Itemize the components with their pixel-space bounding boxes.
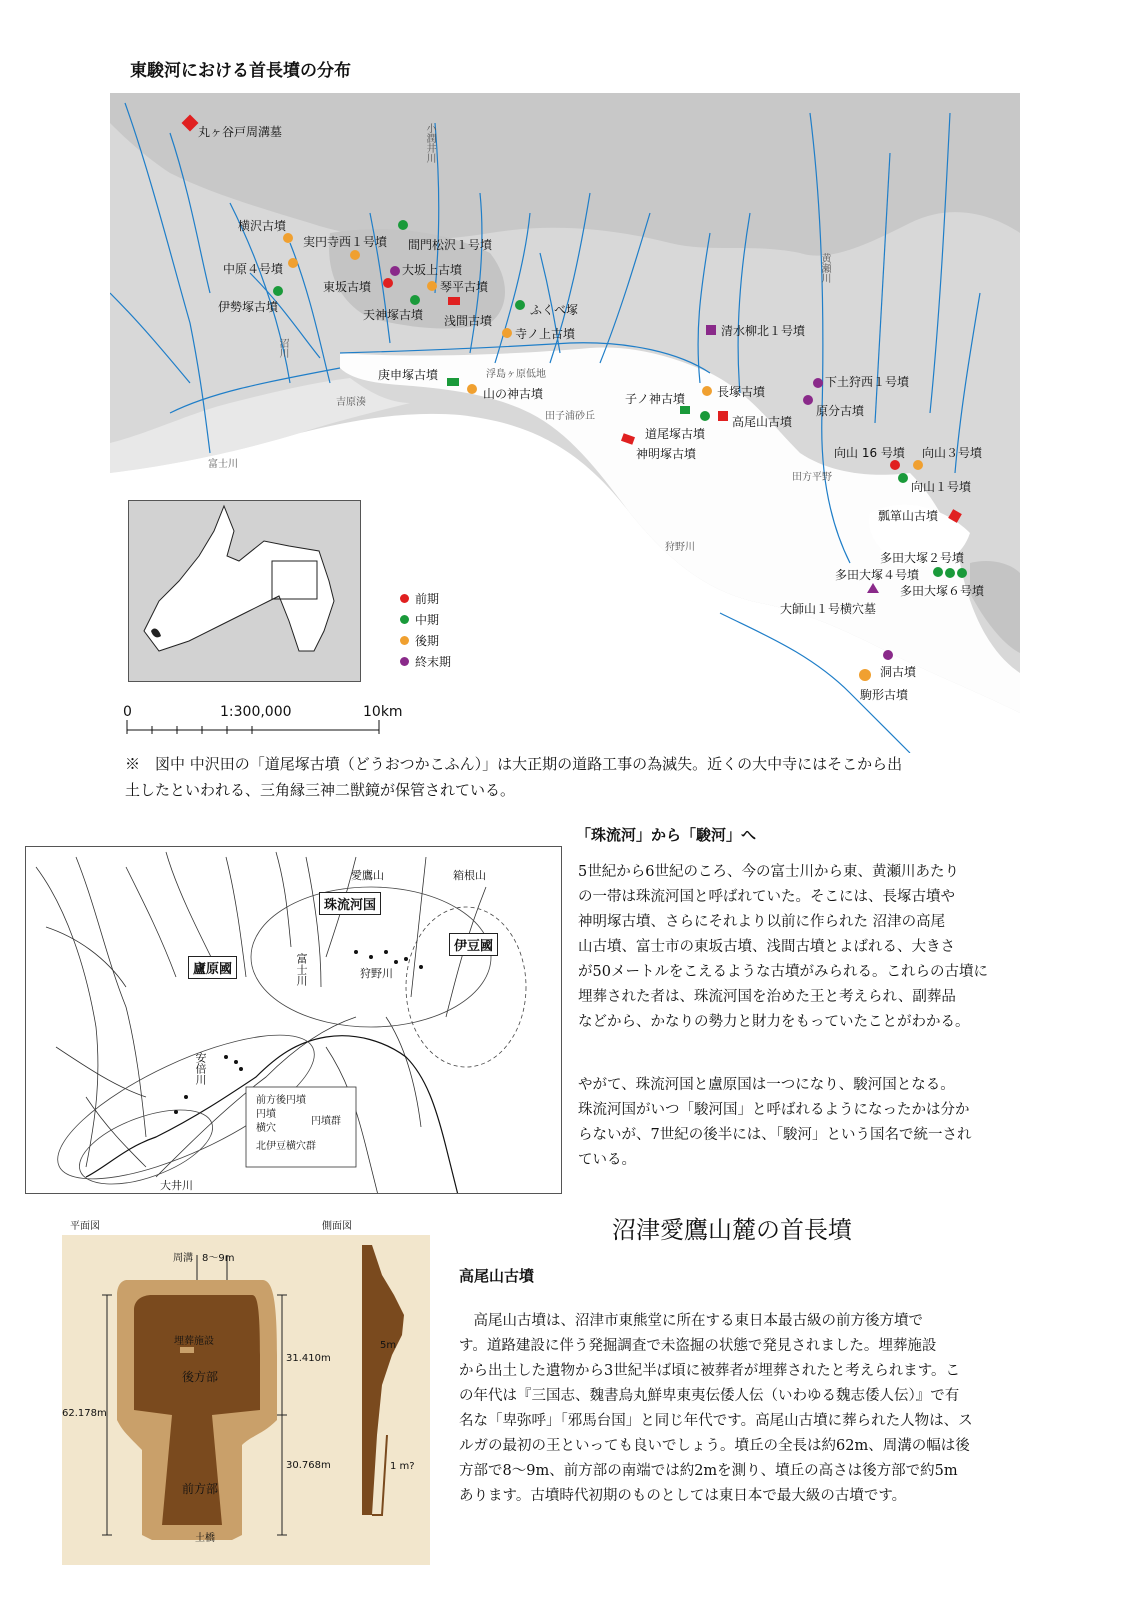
scale-bar <box>123 706 423 746</box>
kofun-height-5m: 5m <box>380 1340 397 1351</box>
label-yamanokami: 山の神古墳 <box>483 387 544 401</box>
legend-item-middle: 中期 <box>400 609 451 630</box>
marker-tagaotsuka2 <box>933 567 943 577</box>
kofun-drawing <box>62 1235 430 1565</box>
marker-mamatsuzawa <box>398 220 408 230</box>
note-line-2: 土したといわれる、三角縁三神二獣鏡が保管されている。 <box>125 781 516 799</box>
marker-shinmeizuka <box>621 433 635 445</box>
marker-higashisaka <box>383 278 393 288</box>
marker-osakaue <box>390 266 400 276</box>
section2-paragraph-2: やがて、珠流河国と盧原国は一つになり、駿河国となる。 珠流河国がいつ「駿河国」と呼ばれるようになったかは分か らないが、7世紀の後半には、「駿河」という国名で統一され ている。 <box>578 1077 972 1168</box>
marker-mukaiyama16 <box>890 460 900 470</box>
legend-item-terminal: 終末期 <box>400 651 451 672</box>
legend-dot-green <box>400 615 409 624</box>
kofun-moat-label: 周溝 <box>173 1253 193 1264</box>
fig2-kano-river: 狩野川 <box>360 967 393 980</box>
kofun-plan-label: 平面図 <box>70 1221 100 1232</box>
label-kotohira: 琴平古墳 <box>440 280 489 294</box>
fig2-legend-kitaizu: 北伊豆横穴群 <box>256 1141 316 1152</box>
marker-hora <box>883 650 893 660</box>
province-map <box>25 846 562 1194</box>
legend-item-early: 前期 <box>400 588 451 609</box>
fig2-legend-enfun: 円墳 <box>256 1109 276 1120</box>
marker-mukaiyama3 <box>913 460 923 470</box>
label-hisagoyama: 瓢箪山古墳 <box>878 509 939 523</box>
label-mamatsuzawa: 間門松沢１号墳 <box>408 238 493 252</box>
scale-zero: 0 <box>123 704 132 720</box>
fig2-abe-river: 安倍川 <box>194 1052 207 1085</box>
map-note <box>125 751 1025 803</box>
label-marugayato: 丸ヶ谷戸周溝墓 <box>198 125 283 139</box>
map-title: 東駿河における首長墳の分布 <box>130 61 351 81</box>
marker-nakahara <box>288 258 298 268</box>
kofun-front-length: 30.768m <box>286 1460 331 1471</box>
kofun-rear-label: 後方部 <box>182 1370 219 1384</box>
inset-map <box>128 500 361 682</box>
legend-dot-orange <box>400 636 409 645</box>
marker-tenjinzuka <box>410 295 420 305</box>
marker-jitsuenji <box>350 250 360 260</box>
label-daishiyama: 大師山１号横穴墓 <box>780 602 877 616</box>
label-komagata: 駒形古墳 <box>860 688 909 702</box>
kofun-bridge-label: 土橋 <box>195 1533 215 1544</box>
label-tagaotsuka4: 多田大塚４号墳 <box>835 568 920 582</box>
label-nakahara: 中原４号墳 <box>223 262 284 276</box>
label-tagaotsuka2: 多田大塚２号墳 <box>880 551 965 565</box>
label-nagatsuka: 長塚古墳 <box>717 385 766 399</box>
label-kogawa: 小潤井川 <box>424 123 435 163</box>
marker-tagaotsuka4 <box>945 568 955 578</box>
label-higashisaka: 東坂古墳 <box>323 280 372 294</box>
marker-sengen <box>448 297 460 305</box>
marker-marugayato <box>182 115 199 132</box>
label-kise-river: 黄瀬川 <box>819 253 830 283</box>
fig2-suruga-province: 珠流河国 <box>319 892 381 915</box>
label-nenokami: 子ノ神古墳 <box>625 392 686 406</box>
marker-yokosawa <box>283 233 293 243</box>
marker-daishiyama <box>867 583 879 593</box>
label-mukaiyama16: 向山 16 号墳 <box>834 446 905 460</box>
section2-paragraph-1: 5世紀から6世紀のころ、今の富士川から東、黄瀬川あたり の一帯は珠流河国と呼ばれていた。そこには、長塚古墳や 神明塚古墳、さらにそれより以前に作られた 沼津の高尾 山古墳、富士市の東坂古墳、浅間古墳とよばれる、大きさ が50メートルをこえるような古墳がみられる。これらの古墳に 埋葬された者は、珠流河国を治めた王と考えられ、副葬品 などから、かなりの勢力と財力をもっていたことがわかる。 <box>578 864 988 1030</box>
fig2-hakone: 箱根山 <box>453 869 486 882</box>
label-fukubezuka: ふくべ塚 <box>530 303 579 317</box>
marker-isezuka <box>273 286 283 296</box>
label-tagaotsuka6: 多田大塚６号墳 <box>900 584 985 598</box>
label-tenjinzuka: 天神塚古墳 <box>363 308 424 322</box>
kofun-plan-figure <box>62 1221 430 1565</box>
label-sengen: 浅間古墳 <box>444 314 493 328</box>
label-ukishima: 浮島ヶ原低地 <box>486 369 546 380</box>
label-shinmeizuka: 神明塚古墳 <box>636 447 697 461</box>
label-jitsuenji: 実円寺西１号墳 <box>303 235 388 249</box>
kofun-burial-label: 埋葬施設 <box>174 1336 214 1347</box>
label-dobizuka: 道尾塚古墳 <box>645 427 706 441</box>
label-harabun: 原分古墳 <box>816 404 865 418</box>
marker-takaoyama <box>718 411 728 421</box>
label-takaoyama: 高尾山古墳 <box>732 415 793 429</box>
period-legend <box>400 588 451 672</box>
marker-komagata <box>859 669 871 681</box>
label-tagonoura: 田子浦砂丘 <box>545 411 595 422</box>
fig2-izu-province: 伊豆國 <box>449 933 498 956</box>
section3-body: 高尾山古墳は、沼津市東熊堂に所在する東日本最古級の前方後方墳で す。道路建設に伴う発掘調査で未盗掘の状態で発見されました。埋葬施設 から出土した遺物から3世紀半ば頃に被葬者が埋葬されたと考えられます。こ の年代は『三国志、魏書烏丸鮮卑東夷伝倭人伝（いわゆる魏志倭人伝）』で有 名な「卑弥呼」「邪馬台国」と同じ年代です。高尾山古墳に葬られた人物は、ス ルガの最初の王といっても良いでしょう。墳丘の全長は約62m、周溝の幅は後 方部で8～9m、前方部の南端では約2mを測り、墳丘の高さは後方部で約5m あります。古墳時代初期のものとしては東日本で最大級の古墳です。 <box>459 1313 973 1504</box>
label-shimizu: 清水柳北１号墳 <box>721 324 806 338</box>
kofun-moat-width: 8～9m <box>202 1253 235 1264</box>
fig2-legend-zenpokoenfun: 前方後円墳 <box>256 1095 306 1106</box>
section3-title: 高尾山古墳 <box>459 1267 535 1285</box>
marker-harabun <box>803 395 813 405</box>
fig2-legend-enfungun: 円墳群 <box>311 1116 341 1127</box>
marker-tagaotsuka6 <box>957 568 967 578</box>
marker-shimotogari <box>813 378 823 388</box>
label-isezuka: 伊勢塚古墳 <box>218 300 279 314</box>
marker-teranoue <box>502 328 512 338</box>
kofun-front-label: 前方部 <box>182 1482 219 1496</box>
scale-ratio: 1:300,000 <box>220 704 292 720</box>
label-yoshiwara: 吉原湊 <box>336 397 366 408</box>
fig2-oi-river: 大井川 <box>160 1179 193 1192</box>
marker-nagatsuka <box>702 386 712 396</box>
inset-shizuoka-outline <box>129 501 362 683</box>
scale-ruler <box>123 706 423 746</box>
legend-item-late: 後期 <box>400 630 451 651</box>
legend-dot-purple <box>400 657 409 666</box>
label-kano-river: 狩野川 <box>665 542 695 553</box>
section3-big-title: 沼津愛鷹山麓の首長墳 <box>612 1216 852 1244</box>
marker-shimizu <box>706 325 716 335</box>
label-mukaiyama1: 向山１号墳 <box>911 480 972 494</box>
marker-fukubezuka <box>515 300 525 310</box>
fig2-ashitaka: 愛鷹山 <box>351 869 384 882</box>
fig2-legend-yokoana: 横穴 <box>256 1123 276 1134</box>
label-yokosawa: 横沢古墳 <box>238 219 287 233</box>
marker-yamanokami <box>467 384 477 394</box>
marker-kotohira <box>427 281 437 291</box>
label-koshinzuka: 庚申塚古墳 <box>378 368 439 382</box>
kofun-height-1m: 1 m? <box>390 1461 415 1472</box>
label-tagata: 田方平野 <box>792 472 832 483</box>
marker-koshinzuka <box>447 378 459 386</box>
label-mukaiyama3: 向山３号墳 <box>922 446 983 460</box>
marker-dobizuka <box>700 411 710 421</box>
kofun-side-label: 側面図 <box>322 1221 352 1232</box>
label-numa-river: 沼川 <box>277 338 288 358</box>
label-osakaue: 大坂上古墳 <box>402 263 463 277</box>
fig2-fuji-river: 富士川 <box>295 953 308 986</box>
scale-distance: 10km <box>363 704 403 720</box>
note-line-1: ※ 図中 中沢田の「道尾塚古墳（どうおつかこふん）」は大正期の道路工事の為滅失。近くの大中寺にはそこから出 <box>125 755 903 773</box>
marker-nenokami <box>680 406 690 414</box>
label-fujikawa: 富士川 <box>208 459 238 470</box>
label-teranoue: 寺ノ上古墳 <box>515 327 576 341</box>
kofun-rear-length: 31.410m <box>286 1353 331 1364</box>
label-shimotogari: 下土狩西１号墳 <box>825 375 910 389</box>
label-hora: 洞古墳 <box>880 665 917 679</box>
section2-title: 「珠流河」から「駿河」へ <box>576 826 757 844</box>
kofun-total-length: 62.178m <box>62 1408 107 1419</box>
marker-mukaiyama1 <box>898 473 908 483</box>
legend-dot-red <box>400 594 409 603</box>
fig2-iohara-province: 廬原國 <box>188 956 237 979</box>
marker-hisagoyama <box>948 509 962 523</box>
